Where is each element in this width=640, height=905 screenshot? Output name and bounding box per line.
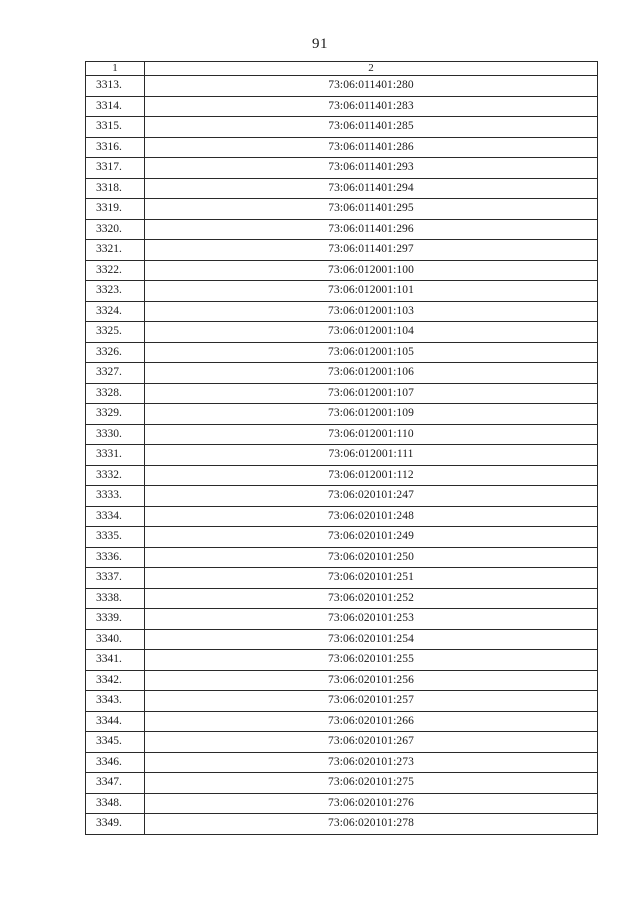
cadastral-number-cell: 73:06:012001:110 bbox=[145, 424, 598, 445]
cadastral-number-cell: 73:06:020101:255 bbox=[145, 650, 598, 671]
cadastral-number-cell: 73:06:011401:286 bbox=[145, 137, 598, 158]
cadastral-number-cell: 73:06:020101:256 bbox=[145, 670, 598, 691]
row-index-cell: 3345. bbox=[86, 732, 145, 753]
table-header bbox=[86, 62, 598, 76]
row-index-cell: 3316. bbox=[86, 137, 145, 158]
cadastral-number-cell: 73:06:020101:252 bbox=[145, 588, 598, 609]
cadastral-number-cell: 73:06:020101:247 bbox=[145, 486, 598, 507]
row-index-cell: 3338. bbox=[86, 588, 145, 609]
table-row bbox=[86, 178, 598, 199]
row-index-cell: 3346. bbox=[86, 752, 145, 773]
row-index-cell: 3324. bbox=[86, 301, 145, 322]
row-index-cell: 3334. bbox=[86, 506, 145, 527]
row-index-cell: 3322. bbox=[86, 260, 145, 281]
table-row bbox=[86, 219, 598, 240]
row-index-cell: 3341. bbox=[86, 650, 145, 671]
table-row bbox=[86, 465, 598, 486]
table-row bbox=[86, 322, 598, 343]
table-row bbox=[86, 383, 598, 404]
table-body bbox=[86, 76, 598, 835]
row-index-cell: 3317. bbox=[86, 158, 145, 179]
cadastral-number-cell: 73:06:012001:101 bbox=[145, 281, 598, 302]
table-row bbox=[86, 117, 598, 138]
cadastral-number-cell: 73:06:012001:107 bbox=[145, 383, 598, 404]
cadastral-number-cell: 73:06:011401:280 bbox=[145, 76, 598, 97]
header-row bbox=[86, 62, 598, 76]
cadastral-number-cell: 73:06:012001:104 bbox=[145, 322, 598, 343]
cadastral-number-cell: 73:06:020101:278 bbox=[145, 814, 598, 835]
table-row bbox=[86, 76, 598, 97]
cadastral-number-cell: 73:06:011401:297 bbox=[145, 240, 598, 261]
table-row bbox=[86, 404, 598, 425]
table-row bbox=[86, 568, 598, 589]
cadastral-number-cell: 73:06:020101:257 bbox=[145, 691, 598, 712]
row-index-cell: 3327. bbox=[86, 363, 145, 384]
cadastral-number-cell: 73:06:011401:296 bbox=[145, 219, 598, 240]
table-row bbox=[86, 793, 598, 814]
table-row bbox=[86, 342, 598, 363]
cadastral-number-cell: 73:06:011401:294 bbox=[145, 178, 598, 199]
row-index-cell: 3336. bbox=[86, 547, 145, 568]
row-index-cell: 3342. bbox=[86, 670, 145, 691]
table-row bbox=[86, 486, 598, 507]
cadastral-number-cell: 73:06:020101:276 bbox=[145, 793, 598, 814]
cadastral-number-cell: 73:06:011401:293 bbox=[145, 158, 598, 179]
row-index-cell: 3347. bbox=[86, 773, 145, 794]
cadastral-number-cell: 73:06:020101:267 bbox=[145, 732, 598, 753]
column-header-cadastral-number: 2 bbox=[145, 62, 598, 76]
row-index-cell: 3326. bbox=[86, 342, 145, 363]
table-row bbox=[86, 670, 598, 691]
cadastral-number-cell: 73:06:020101:248 bbox=[145, 506, 598, 527]
table-row bbox=[86, 609, 598, 630]
row-index-cell: 3330. bbox=[86, 424, 145, 445]
cadastral-number-cell: 73:06:020101:275 bbox=[145, 773, 598, 794]
cadastral-number-cell: 73:06:020101:251 bbox=[145, 568, 598, 589]
row-index-cell: 3343. bbox=[86, 691, 145, 712]
row-index-cell: 3333. bbox=[86, 486, 145, 507]
row-index-cell: 3339. bbox=[86, 609, 145, 630]
table-row bbox=[86, 711, 598, 732]
cadastral-number-table bbox=[85, 61, 598, 835]
row-index-cell: 3335. bbox=[86, 527, 145, 548]
column-header-index: 1 bbox=[86, 62, 145, 76]
row-index-cell: 3315. bbox=[86, 117, 145, 138]
table-row bbox=[86, 732, 598, 753]
table-row bbox=[86, 301, 598, 322]
table-row bbox=[86, 752, 598, 773]
cadastral-number-cell: 73:06:012001:100 bbox=[145, 260, 598, 281]
row-index-cell: 3349. bbox=[86, 814, 145, 835]
row-index-cell: 3332. bbox=[86, 465, 145, 486]
table-row bbox=[86, 199, 598, 220]
table-row bbox=[86, 96, 598, 117]
cadastral-number-cell: 73:06:020101:273 bbox=[145, 752, 598, 773]
table-row bbox=[86, 629, 598, 650]
row-index-cell: 3321. bbox=[86, 240, 145, 261]
table-row bbox=[86, 527, 598, 548]
row-index-cell: 3314. bbox=[86, 96, 145, 117]
row-index-cell: 3337. bbox=[86, 568, 145, 589]
row-index-cell: 3328. bbox=[86, 383, 145, 404]
row-index-cell: 3320. bbox=[86, 219, 145, 240]
table-row bbox=[86, 691, 598, 712]
page-number: 91 bbox=[312, 36, 328, 52]
row-index-cell: 3313. bbox=[86, 76, 145, 97]
row-index-cell: 3323. bbox=[86, 281, 145, 302]
table-row bbox=[86, 650, 598, 671]
row-index-cell: 3340. bbox=[86, 629, 145, 650]
row-index-cell: 3344. bbox=[86, 711, 145, 732]
row-index-cell: 3325. bbox=[86, 322, 145, 343]
table-row bbox=[86, 814, 598, 835]
cadastral-number-cell: 73:06:012001:105 bbox=[145, 342, 598, 363]
cadastral-number-cell: 73:06:012001:109 bbox=[145, 404, 598, 425]
row-index-cell: 3329. bbox=[86, 404, 145, 425]
cadastral-number-cell: 73:06:012001:103 bbox=[145, 301, 598, 322]
row-index-cell: 3319. bbox=[86, 199, 145, 220]
table-row bbox=[86, 773, 598, 794]
cadastral-number-cell: 73:06:011401:283 bbox=[145, 96, 598, 117]
cadastral-number-cell: 73:06:012001:106 bbox=[145, 363, 598, 384]
table-row bbox=[86, 137, 598, 158]
cadastral-number-cell: 73:06:020101:254 bbox=[145, 629, 598, 650]
cadastral-number-cell: 73:06:012001:111 bbox=[145, 445, 598, 466]
row-index-cell: 3348. bbox=[86, 793, 145, 814]
table-row bbox=[86, 506, 598, 527]
table-row bbox=[86, 424, 598, 445]
table-row bbox=[86, 363, 598, 384]
cadastral-number-cell: 73:06:020101:266 bbox=[145, 711, 598, 732]
table-row bbox=[86, 240, 598, 261]
cadastral-number-cell: 73:06:011401:295 bbox=[145, 199, 598, 220]
cadastral-number-cell: 73:06:012001:112 bbox=[145, 465, 598, 486]
cadastral-number-cell: 73:06:020101:249 bbox=[145, 527, 598, 548]
table-row bbox=[86, 260, 598, 281]
table-row bbox=[86, 445, 598, 466]
row-index-cell: 3318. bbox=[86, 178, 145, 199]
cadastral-number-cell: 73:06:020101:250 bbox=[145, 547, 598, 568]
cadastral-number-cell: 73:06:011401:285 bbox=[145, 117, 598, 138]
table-row bbox=[86, 281, 598, 302]
table-row bbox=[86, 547, 598, 568]
table-row bbox=[86, 158, 598, 179]
cadastral-number-cell: 73:06:020101:253 bbox=[145, 609, 598, 630]
table-row bbox=[86, 588, 598, 609]
row-index-cell: 3331. bbox=[86, 445, 145, 466]
